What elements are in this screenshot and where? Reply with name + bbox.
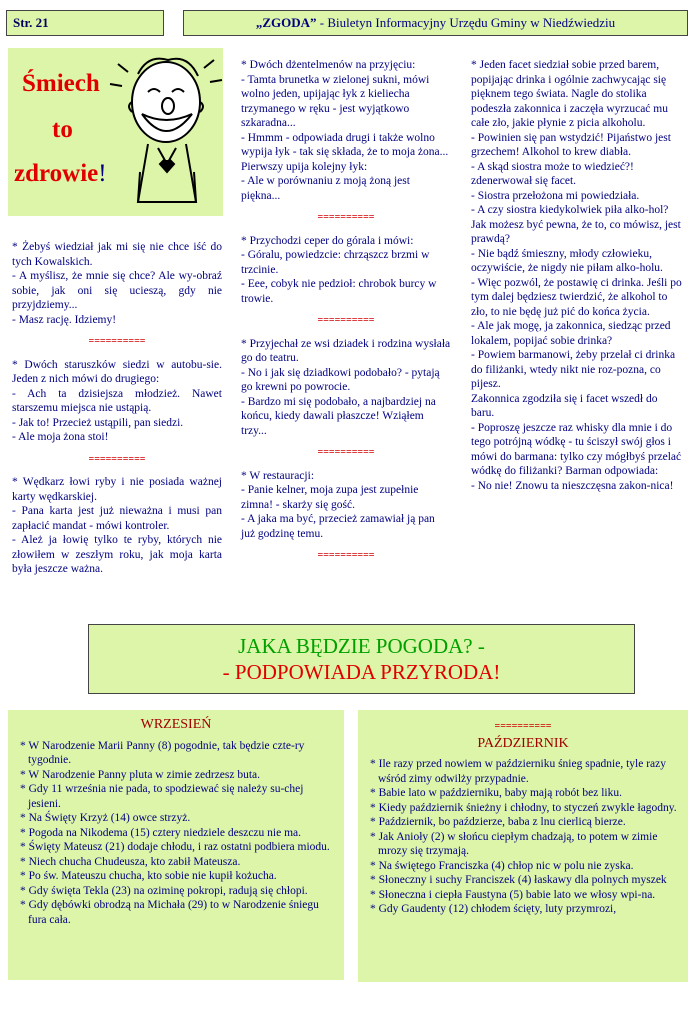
proverb-item: * Gdy Gaudenty (12) chłodem ścięty, luty przymrozi, [370, 903, 617, 915]
proverb-item: * W Narodzenie Marii Panny (8) pogodnie, tak będzie czte-ry tygodnie. [20, 739, 305, 766]
proverb-list [366, 757, 680, 917]
jokes-column-3 [471, 58, 683, 493]
jokes-column-2 [241, 58, 451, 572]
joke-line: * Przychodzi ceper do górala i mówi: [241, 234, 414, 247]
joke-line: - Bardzo mi się podobało, a najbardziej na końcu, kiedy dawali płaszcze! Wziąłem trzy... [241, 395, 436, 437]
bulletin-title [183, 10, 688, 36]
proverb-item: * Po św. Mateuszu chucha, kto sobie nie kupił kożucha. [20, 870, 277, 882]
separator: ========== [317, 212, 375, 223]
proverb-item: * Jak Anioły (2) w słońcu ciepłym chadzają, to potem w zimie mrozy się trzymają. [370, 830, 658, 857]
joke-line: - Eee, cobyk nie pedzioł: chrobok burcy w trowie. [241, 278, 437, 305]
page-number: Str. 21 [6, 10, 164, 36]
joke-line: - A myślisz, że mnie się chce? Ale wy-obraź sobie, jak oni się ucieszą, gdy nie przyjdziemy... [12, 270, 222, 311]
joke-line: - Nie bądź śmieszny, młody człowieku, oczywiście, że nigdy nie piłam alko-holu. [471, 247, 663, 274]
banner-line-1: Śmiech [22, 70, 100, 97]
proverb-item: * Pogoda na Nikodema (15) cztery niedziele deszczu nie ma. [20, 826, 301, 839]
proverb-item: * W Narodzenie Panny pluta w zimie zedrzesz buta. [20, 768, 261, 781]
month-title: WRZESIEŃ [140, 717, 212, 732]
joke-line: * Jeden facet siedział sobie przed barem, popijając drinka i ogólnie zachwycając się pięknem tego świata. Nagle do stolika podeszła zakonnica i zaczęła wyrzucać mu całe zło, jakie płynie z picia alkoholu. [471, 59, 668, 129]
proverb-item: * Święty Mateusz (21) dodaje chłodu, i raz ostatni podbiera miodu. [20, 841, 330, 853]
month-title: PAŹDZIERNIK [477, 735, 569, 751]
proverb-item: * Październik, bo paździerze, baba z lnu cierlicą bierze. [370, 816, 626, 828]
joke-line: Pierwszy upija kolejny łyk: [241, 160, 368, 173]
joke-line: - A skąd siostra może to wiedzieć?! zdenerwował się facet. [471, 160, 634, 187]
proverb-item: * Ile razy przed nowiem w październiku śnieg spadnie, tyle razy wśród zimy odwilży przypadnie. [370, 758, 667, 785]
joke-line: - A czy siostra kiedykolwiek piła alko-hol? Jak możesz być pewna, że to, co mówisz, jest prawdą? [471, 204, 681, 245]
joke-line: * Dwóch dżentelmenów na przyjęciu: [241, 59, 416, 71]
joke-line: * Dwóch staruszków siedzi w autobu-sie. Jeden z nich mówi do drugiego: [12, 358, 222, 385]
separator: ========== [494, 721, 552, 732]
proverb-item: * Babie lato w październiku, baby mają robót bez liku. [370, 787, 622, 799]
proverb-item: * Gdy 11 września nie pada, to spodziewać się należy su-chej jesieni. [20, 783, 304, 810]
proverb-item: * Kiedy październik śnieżny i chłodny, to styczeń zwykle łagodny. [370, 801, 677, 814]
joke-line: - Więc pozwól, że postawię ci drinka. Jeśli po tym dalej będziesz twierdzić, że alkohol to zło, to nie będę już pić do końca życia. [471, 276, 682, 318]
september-proverbs [8, 710, 344, 980]
joke-line: * Żebyś wiedział jak mi się nie chce iść do tych Kowalskich. [12, 241, 222, 268]
proverb-item: * Słoneczna i ciepła Faustyna (5) babie lato we włosy wpi-na. [370, 888, 656, 901]
joke-line: - Masz rację. Idziemy! [12, 313, 117, 326]
banner-line-2: to [52, 116, 73, 143]
heading-line-2: - PODPOWIADA PRZYRODA! [222, 660, 501, 684]
joke-line: * Wędkarz łowi ryby i nie posiada ważnej karty wędkarskiej. [12, 476, 222, 503]
october-proverbs [358, 710, 688, 982]
joke-line: - Poproszę jeszcze raz whisky dla mnie i do tego potrójną wódkę - tu ściszył swój głos i mówi do barmana: tylko czy mógłbyś przelać wódkę do filiżanki? Barman odpowiada: [471, 421, 682, 477]
joke-line: - Tamta brunetka w zielonej sukni, mówi wolno jeden, upijając łyk z kieliecha trzymanego w ręku - jest wyjątkowo szkaradna... [241, 73, 430, 129]
banner-line-3: zdrowie! [14, 160, 107, 187]
joke-line: - Ale w porównaniu z moją żoną jest piękna... [241, 175, 410, 202]
joke-line: * W restauracji: [241, 469, 315, 482]
joke-line: - Ale moja żona stoi! [12, 431, 109, 443]
joke-line: - Powinien się pan wstydzić! Pijaństwo jest grzechem! Alkohol to krew diabła. [471, 131, 671, 158]
separator: ========== [88, 336, 146, 347]
joke-line: - Ale jak mogę, ja zakonnica, siedząc przed lokalem, popijać sobie drinka? [471, 320, 671, 347]
joke-line: Zakonnica zgodziła się i facet wszedł do baru. [471, 392, 658, 419]
joke-line: - Ach ta dzisiejsza młodzież. Nawet starszemu miejsca nie ustąpią. [12, 387, 222, 414]
joke-line: * Przyjechał ze wsi dziadek i rodzina wysłała go do teatru. [241, 337, 451, 364]
separator: ========== [317, 315, 375, 326]
joke-line: - Powiem barmanowi, żeby przelał ci drinka do filiżanki, wtedy nikt nie roz-pozna, co pijesz. [471, 349, 676, 390]
separator: ========== [88, 453, 146, 465]
joke-line: - Jak to! Przecież ustąpili, pan siedzi. [12, 416, 184, 429]
laughing-man-icon [108, 52, 228, 212]
heading-line-1: JAKA BĘDZIE POGODA? - [238, 634, 485, 658]
proverb-item: * Gdy święta Tekla (23) na oziminę pokropi, radują się chłopi. [20, 884, 308, 897]
proverb-list [16, 739, 336, 928]
jokes-column-1 [12, 240, 222, 577]
smiech-banner [8, 48, 223, 216]
joke-line: - Panie kelner, moja zupa jest zupełnie zimna! - skarży się gość. [241, 484, 419, 511]
joke-line: - Ależ ja łowię tylko te ryby, których nie złowiłem w zeszłym roku, jak moja karta była jeszcze ważna. [12, 534, 222, 575]
weather-proverbs-heading [88, 624, 635, 694]
separator: ========== [317, 447, 375, 458]
proverb-item: * Niech chucha Chudeusza, kto zabił Mateusza. [20, 855, 241, 868]
proverb-item: * Słoneczny i suchy Franciszek (4) łaskawy dla polnych myszek [370, 874, 667, 886]
bulletin-subtitle: - Biuletyn Informacyjny Urzędu Gminy w Niedźwiedziu [316, 15, 616, 30]
joke-line: - Hmmm - odpowiada drugi i także wolno wypija łyk - tak się składa, że to moja żona... [241, 131, 449, 158]
joke-line: - No i jak się dziadkowi podobało? - pytają go krewni po powrocie. [241, 366, 440, 393]
separator: ========== [317, 550, 375, 561]
proverb-item: * Na świętego Franciszka (4) chłop nic w polu nie zyska. [370, 859, 634, 872]
joke-line: - Pana karta jest już nieważna i musi pan zapłacić mandat - mówi kontroler. [12, 505, 222, 532]
bulletin-name: „ZGODA” [255, 15, 317, 30]
proverb-item: * Gdy dębówki obrodzą na Michała (29) to w Narodzenie śniegu fura cała. [20, 899, 319, 926]
joke-line: - A jaka ma być, przecież zamawiał ją pan już godzinę temu. [241, 513, 435, 540]
joke-line: - Góralu, powiedzcie: chrząszcz brzmi w trzcinie. [241, 249, 430, 276]
joke-line: - Siostra przełożona mi powiedziała. [471, 189, 640, 202]
proverb-item: * Na Święty Krzyż (14) owce strzyż. [20, 812, 191, 824]
joke-line: - No nie! Znowu ta nieszczęsna zakon-nica! [471, 479, 674, 492]
